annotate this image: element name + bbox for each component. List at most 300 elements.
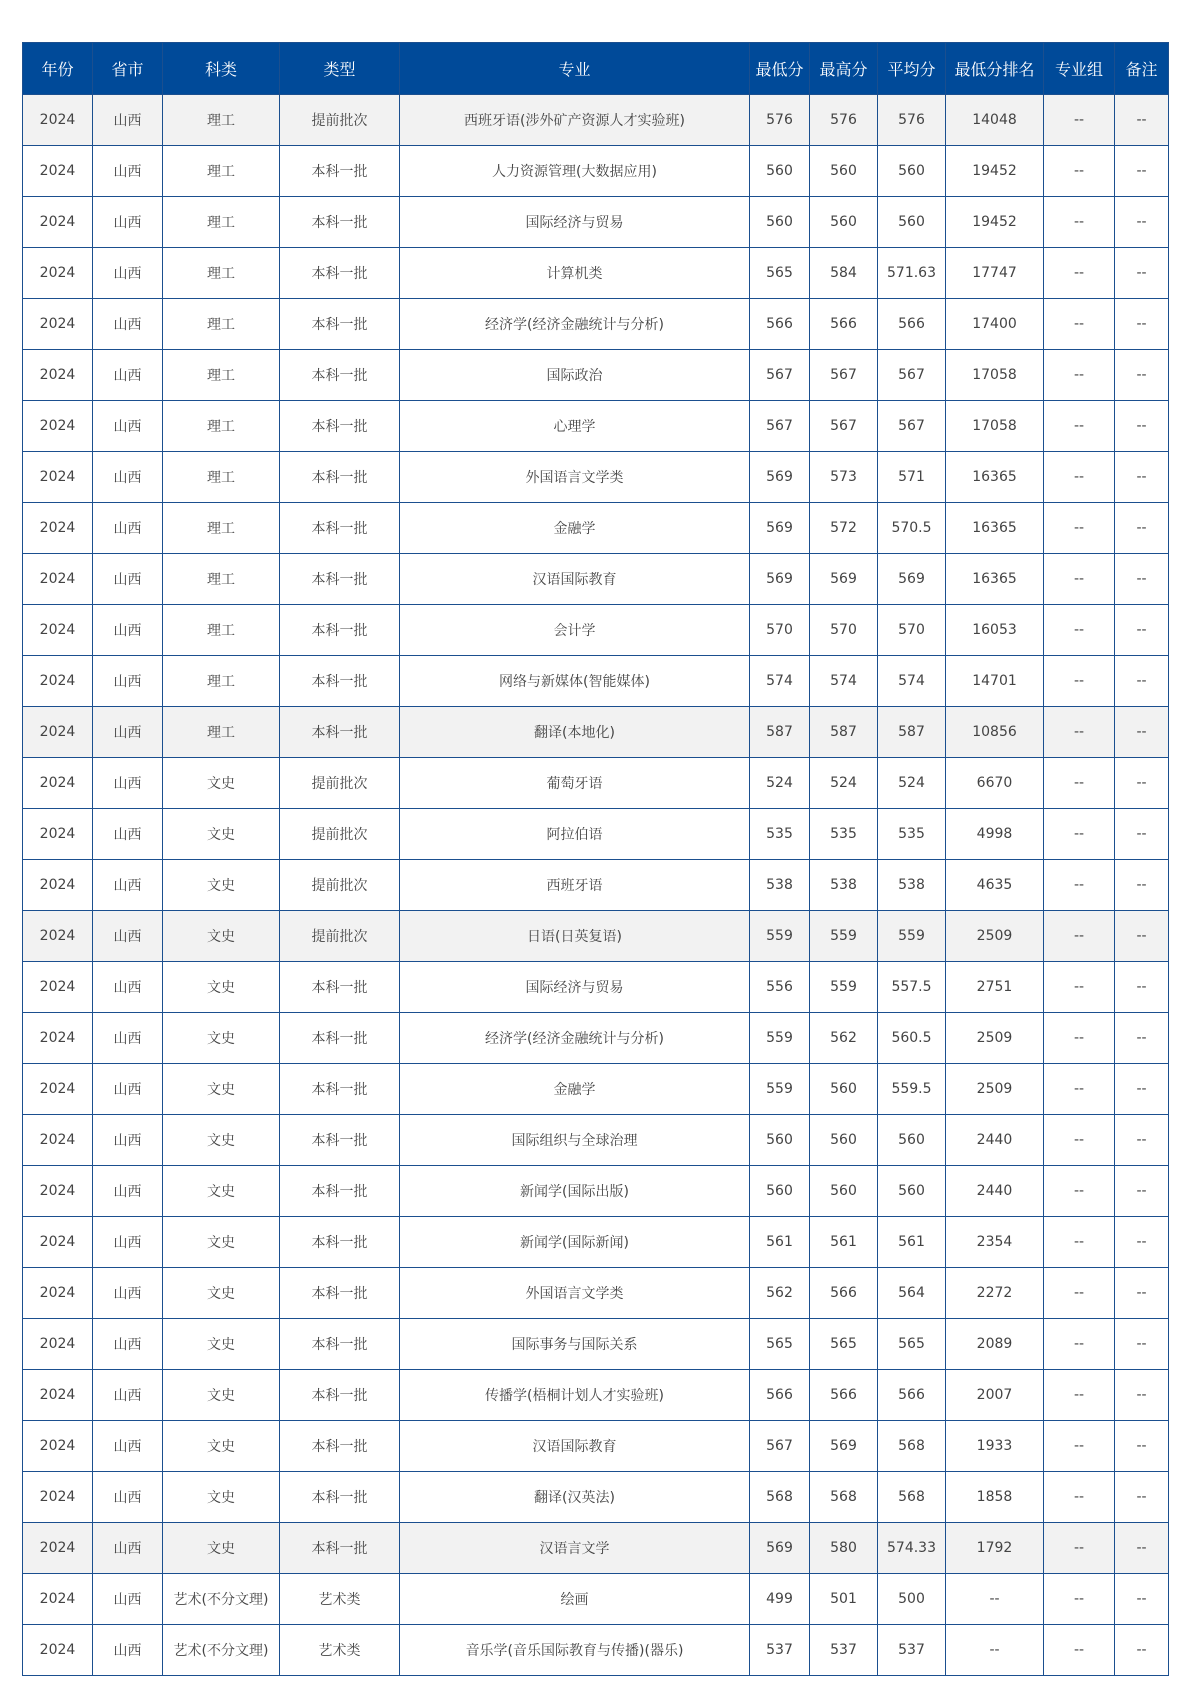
cell-province: 山西	[93, 1472, 163, 1523]
cell-note: --	[1115, 758, 1169, 809]
cell-min-rank: --	[946, 1625, 1044, 1676]
cell-min-rank: 19452	[946, 197, 1044, 248]
cell-category: 理工	[163, 503, 280, 554]
cell-batch: 本科一批	[280, 962, 400, 1013]
cell-note: --	[1115, 350, 1169, 401]
cell-max-score: 587	[810, 707, 878, 758]
cell-year: 2024	[23, 1013, 93, 1064]
cell-major-group: --	[1044, 554, 1115, 605]
cell-year: 2024	[23, 1319, 93, 1370]
cell-min-score: 560	[750, 1166, 810, 1217]
admission-scores-table	[22, 42, 1169, 1676]
cell-category: 理工	[163, 95, 280, 146]
cell-min-score: 560	[750, 197, 810, 248]
cell-major-group: --	[1044, 146, 1115, 197]
cell-note: --	[1115, 962, 1169, 1013]
cell-batch: 提前批次	[280, 95, 400, 146]
cell-min-rank: 16053	[946, 605, 1044, 656]
cell-major: 国际组织与全球治理	[400, 1115, 750, 1166]
cell-min-score: 499	[750, 1574, 810, 1625]
cell-year: 2024	[23, 146, 93, 197]
cell-major-group: --	[1044, 503, 1115, 554]
cell-year: 2024	[23, 758, 93, 809]
cell-min-score: 567	[750, 401, 810, 452]
cell-batch: 提前批次	[280, 809, 400, 860]
cell-note: --	[1115, 656, 1169, 707]
table-row	[23, 1013, 1169, 1064]
cell-avg-score: 567	[878, 350, 946, 401]
cell-note: --	[1115, 554, 1169, 605]
table-header	[23, 43, 1169, 95]
cell-category: 理工	[163, 605, 280, 656]
cell-avg-score: 535	[878, 809, 946, 860]
cell-note: --	[1115, 809, 1169, 860]
cell-major: 国际政治	[400, 350, 750, 401]
cell-note: --	[1115, 1421, 1169, 1472]
cell-note: --	[1115, 452, 1169, 503]
cell-batch: 本科一批	[280, 1472, 400, 1523]
cell-avg-score: 560.5	[878, 1013, 946, 1064]
cell-max-score: 572	[810, 503, 878, 554]
cell-category: 文史	[163, 962, 280, 1013]
cell-major: 翻译(汉英法)	[400, 1472, 750, 1523]
cell-avg-score: 570.5	[878, 503, 946, 554]
cell-year: 2024	[23, 452, 93, 503]
cell-category: 理工	[163, 452, 280, 503]
cell-province: 山西	[93, 1013, 163, 1064]
cell-avg-score: 571	[878, 452, 946, 503]
cell-major: 传播学(梧桐计划人才实验班)	[400, 1370, 750, 1421]
cell-major: 翻译(本地化)	[400, 707, 750, 758]
cell-avg-score: 571.63	[878, 248, 946, 299]
cell-avg-score: 587	[878, 707, 946, 758]
cell-batch: 本科一批	[280, 656, 400, 707]
cell-major-group: --	[1044, 197, 1115, 248]
cell-category: 文史	[163, 1421, 280, 1472]
table-row	[23, 1523, 1169, 1574]
cell-max-score: 573	[810, 452, 878, 503]
cell-min-score: 568	[750, 1472, 810, 1523]
table-row	[23, 605, 1169, 656]
cell-major: 经济学(经济金融统计与分析)	[400, 1013, 750, 1064]
cell-major: 日语(日英复语)	[400, 911, 750, 962]
cell-batch: 本科一批	[280, 248, 400, 299]
cell-year: 2024	[23, 1574, 93, 1625]
cell-category: 文史	[163, 1166, 280, 1217]
cell-min-score: 567	[750, 1421, 810, 1472]
cell-major-group: --	[1044, 1370, 1115, 1421]
cell-category: 文史	[163, 809, 280, 860]
cell-avg-score: 565	[878, 1319, 946, 1370]
cell-avg-score: 524	[878, 758, 946, 809]
cell-batch: 艺术类	[280, 1574, 400, 1625]
cell-major-group: --	[1044, 1574, 1115, 1625]
cell-max-score: 580	[810, 1523, 878, 1574]
cell-min-rank: 4998	[946, 809, 1044, 860]
cell-year: 2024	[23, 1625, 93, 1676]
cell-major: 心理学	[400, 401, 750, 452]
cell-min-score: 565	[750, 248, 810, 299]
cell-category: 理工	[163, 248, 280, 299]
cell-province: 山西	[93, 809, 163, 860]
cell-note: --	[1115, 1625, 1169, 1676]
cell-year: 2024	[23, 197, 93, 248]
col-header-year: 年份	[23, 43, 93, 95]
cell-major: 外国语言文学类	[400, 1268, 750, 1319]
cell-note: --	[1115, 1370, 1169, 1421]
cell-category: 文史	[163, 1115, 280, 1166]
cell-batch: 本科一批	[280, 350, 400, 401]
cell-year: 2024	[23, 1370, 93, 1421]
cell-year: 2024	[23, 1268, 93, 1319]
cell-category: 理工	[163, 401, 280, 452]
cell-avg-score: 574.33	[878, 1523, 946, 1574]
cell-major-group: --	[1044, 1268, 1115, 1319]
cell-max-score: 576	[810, 95, 878, 146]
cell-min-score: 535	[750, 809, 810, 860]
col-header-batch: 类型	[280, 43, 400, 95]
cell-year: 2024	[23, 605, 93, 656]
cell-major: 汉语国际教育	[400, 1421, 750, 1472]
cell-avg-score: 568	[878, 1421, 946, 1472]
cell-major-group: --	[1044, 248, 1115, 299]
cell-max-score: 501	[810, 1574, 878, 1625]
cell-year: 2024	[23, 1472, 93, 1523]
col-header-min-rank: 最低分排名	[946, 43, 1044, 95]
cell-min-rank: 17058	[946, 401, 1044, 452]
table-row	[23, 707, 1169, 758]
cell-min-rank: 6670	[946, 758, 1044, 809]
cell-note: --	[1115, 1217, 1169, 1268]
cell-note: --	[1115, 1319, 1169, 1370]
col-header-avg-score: 平均分	[878, 43, 946, 95]
table-row	[23, 248, 1169, 299]
cell-avg-score: 557.5	[878, 962, 946, 1013]
cell-max-score: 524	[810, 758, 878, 809]
cell-min-score: 574	[750, 656, 810, 707]
cell-batch: 本科一批	[280, 1013, 400, 1064]
cell-min-score: 561	[750, 1217, 810, 1268]
cell-category: 理工	[163, 707, 280, 758]
cell-max-score: 561	[810, 1217, 878, 1268]
cell-note: --	[1115, 911, 1169, 962]
cell-min-rank: 10856	[946, 707, 1044, 758]
cell-min-score: 570	[750, 605, 810, 656]
cell-major: 金融学	[400, 1064, 750, 1115]
cell-major: 外国语言文学类	[400, 452, 750, 503]
cell-max-score: 569	[810, 1421, 878, 1472]
cell-min-rank: 4635	[946, 860, 1044, 911]
cell-major: 阿拉伯语	[400, 809, 750, 860]
cell-province: 山西	[93, 656, 163, 707]
cell-batch: 本科一批	[280, 1217, 400, 1268]
cell-min-score: 559	[750, 1013, 810, 1064]
cell-avg-score: 560	[878, 1115, 946, 1166]
cell-province: 山西	[93, 248, 163, 299]
cell-max-score: 574	[810, 656, 878, 707]
table-row	[23, 1472, 1169, 1523]
cell-year: 2024	[23, 1166, 93, 1217]
cell-year: 2024	[23, 707, 93, 758]
cell-major-group: --	[1044, 350, 1115, 401]
table-row	[23, 809, 1169, 860]
cell-category: 文史	[163, 1370, 280, 1421]
cell-category: 文史	[163, 1064, 280, 1115]
table-row	[23, 401, 1169, 452]
cell-max-score: 565	[810, 1319, 878, 1370]
cell-avg-score: 576	[878, 95, 946, 146]
cell-major-group: --	[1044, 1625, 1115, 1676]
cell-note: --	[1115, 1268, 1169, 1319]
table-row	[23, 95, 1169, 146]
cell-min-score: 569	[750, 452, 810, 503]
cell-major-group: --	[1044, 1319, 1115, 1370]
cell-min-score: 560	[750, 1115, 810, 1166]
cell-major-group: --	[1044, 758, 1115, 809]
cell-max-score: 559	[810, 911, 878, 962]
cell-avg-score: 564	[878, 1268, 946, 1319]
col-header-province: 省市	[93, 43, 163, 95]
cell-avg-score: 570	[878, 605, 946, 656]
cell-batch: 本科一批	[280, 299, 400, 350]
table-row	[23, 758, 1169, 809]
cell-major: 音乐学(音乐国际教育与传播)(器乐)	[400, 1625, 750, 1676]
table-row	[23, 554, 1169, 605]
cell-year: 2024	[23, 1523, 93, 1574]
cell-min-rank: 2440	[946, 1166, 1044, 1217]
cell-year: 2024	[23, 503, 93, 554]
cell-category: 艺术(不分文理)	[163, 1574, 280, 1625]
cell-min-score: 567	[750, 350, 810, 401]
table-row	[23, 1370, 1169, 1421]
cell-province: 山西	[93, 1421, 163, 1472]
cell-min-score: 566	[750, 1370, 810, 1421]
cell-major-group: --	[1044, 1217, 1115, 1268]
cell-province: 山西	[93, 197, 163, 248]
cell-major-group: --	[1044, 299, 1115, 350]
cell-major: 计算机类	[400, 248, 750, 299]
cell-major: 葡萄牙语	[400, 758, 750, 809]
cell-min-rank: 2509	[946, 1013, 1044, 1064]
cell-category: 文史	[163, 1472, 280, 1523]
cell-province: 山西	[93, 146, 163, 197]
cell-note: --	[1115, 299, 1169, 350]
cell-min-rank: 2272	[946, 1268, 1044, 1319]
cell-major: 汉语国际教育	[400, 554, 750, 605]
cell-major-group: --	[1044, 1013, 1115, 1064]
cell-max-score: 538	[810, 860, 878, 911]
table-body	[23, 95, 1169, 1676]
cell-province: 山西	[93, 95, 163, 146]
cell-batch: 提前批次	[280, 860, 400, 911]
cell-min-rank: 14701	[946, 656, 1044, 707]
cell-avg-score: 537	[878, 1625, 946, 1676]
table-row	[23, 860, 1169, 911]
cell-major-group: --	[1044, 707, 1115, 758]
cell-note: --	[1115, 197, 1169, 248]
col-header-note: 备注	[1115, 43, 1169, 95]
cell-note: --	[1115, 1472, 1169, 1523]
cell-category: 文史	[163, 911, 280, 962]
cell-avg-score: 566	[878, 1370, 946, 1421]
cell-max-score: 560	[810, 146, 878, 197]
cell-min-rank: 17400	[946, 299, 1044, 350]
table-row	[23, 350, 1169, 401]
cell-batch: 提前批次	[280, 758, 400, 809]
cell-batch: 本科一批	[280, 401, 400, 452]
cell-batch: 本科一批	[280, 1370, 400, 1421]
table-row	[23, 197, 1169, 248]
cell-max-score: 570	[810, 605, 878, 656]
cell-note: --	[1115, 1574, 1169, 1625]
cell-min-score: 569	[750, 1523, 810, 1574]
cell-note: --	[1115, 1523, 1169, 1574]
table-row	[23, 911, 1169, 962]
cell-batch: 本科一批	[280, 1064, 400, 1115]
cell-major-group: --	[1044, 1472, 1115, 1523]
cell-avg-score: 567	[878, 401, 946, 452]
cell-province: 山西	[93, 1064, 163, 1115]
cell-min-rank: 2751	[946, 962, 1044, 1013]
cell-avg-score: 574	[878, 656, 946, 707]
cell-province: 山西	[93, 1523, 163, 1574]
cell-major: 人力资源管理(大数据应用)	[400, 146, 750, 197]
cell-min-score: 569	[750, 503, 810, 554]
cell-max-score: 537	[810, 1625, 878, 1676]
cell-category: 文史	[163, 1013, 280, 1064]
cell-major: 国际事务与国际关系	[400, 1319, 750, 1370]
cell-batch: 本科一批	[280, 197, 400, 248]
cell-min-score: 587	[750, 707, 810, 758]
cell-min-rank: 2509	[946, 1064, 1044, 1115]
cell-category: 文史	[163, 758, 280, 809]
cell-major-group: --	[1044, 1421, 1115, 1472]
cell-year: 2024	[23, 1421, 93, 1472]
cell-province: 山西	[93, 1166, 163, 1217]
cell-year: 2024	[23, 95, 93, 146]
cell-batch: 本科一批	[280, 146, 400, 197]
cell-major-group: --	[1044, 911, 1115, 962]
cell-min-score: 538	[750, 860, 810, 911]
cell-province: 山西	[93, 401, 163, 452]
table-row	[23, 503, 1169, 554]
cell-province: 山西	[93, 1625, 163, 1676]
cell-year: 2024	[23, 809, 93, 860]
cell-avg-score: 560	[878, 197, 946, 248]
cell-province: 山西	[93, 1217, 163, 1268]
col-header-category: 科类	[163, 43, 280, 95]
cell-min-rank: 19452	[946, 146, 1044, 197]
cell-year: 2024	[23, 350, 93, 401]
cell-min-score: 556	[750, 962, 810, 1013]
cell-avg-score: 560	[878, 146, 946, 197]
cell-min-rank: 16365	[946, 452, 1044, 503]
cell-year: 2024	[23, 860, 93, 911]
cell-min-score: 537	[750, 1625, 810, 1676]
cell-max-score: 559	[810, 962, 878, 1013]
cell-major: 新闻学(国际出版)	[400, 1166, 750, 1217]
cell-major-group: --	[1044, 1166, 1115, 1217]
cell-year: 2024	[23, 911, 93, 962]
cell-year: 2024	[23, 248, 93, 299]
cell-province: 山西	[93, 1268, 163, 1319]
cell-province: 山西	[93, 299, 163, 350]
cell-note: --	[1115, 605, 1169, 656]
cell-max-score: 560	[810, 1166, 878, 1217]
cell-year: 2024	[23, 1064, 93, 1115]
cell-avg-score: 559.5	[878, 1064, 946, 1115]
cell-min-rank: 2007	[946, 1370, 1044, 1421]
cell-min-rank: 1858	[946, 1472, 1044, 1523]
cell-min-rank: 2440	[946, 1115, 1044, 1166]
cell-max-score: 562	[810, 1013, 878, 1064]
cell-year: 2024	[23, 401, 93, 452]
cell-category: 理工	[163, 350, 280, 401]
cell-min-rank: 1792	[946, 1523, 1044, 1574]
cell-major: 西班牙语	[400, 860, 750, 911]
cell-max-score: 560	[810, 197, 878, 248]
cell-major: 网络与新媒体(智能媒体)	[400, 656, 750, 707]
cell-max-score: 567	[810, 401, 878, 452]
cell-category: 文史	[163, 860, 280, 911]
cell-major-group: --	[1044, 605, 1115, 656]
cell-min-score: 566	[750, 299, 810, 350]
cell-min-score: 569	[750, 554, 810, 605]
cell-min-rank: 2089	[946, 1319, 1044, 1370]
cell-year: 2024	[23, 962, 93, 1013]
cell-year: 2024	[23, 554, 93, 605]
cell-province: 山西	[93, 452, 163, 503]
cell-min-score: 559	[750, 911, 810, 962]
cell-min-rank: 17058	[946, 350, 1044, 401]
cell-note: --	[1115, 95, 1169, 146]
cell-min-rank: 2354	[946, 1217, 1044, 1268]
cell-province: 山西	[93, 605, 163, 656]
cell-max-score: 566	[810, 1268, 878, 1319]
cell-province: 山西	[93, 503, 163, 554]
cell-batch: 本科一批	[280, 1319, 400, 1370]
cell-min-rank: 16365	[946, 503, 1044, 554]
cell-note: --	[1115, 860, 1169, 911]
table-row	[23, 962, 1169, 1013]
cell-min-rank: 16365	[946, 554, 1044, 605]
cell-major-group: --	[1044, 809, 1115, 860]
table-row	[23, 1268, 1169, 1319]
cell-major-group: --	[1044, 95, 1115, 146]
cell-batch: 本科一批	[280, 1166, 400, 1217]
cell-note: --	[1115, 1064, 1169, 1115]
cell-avg-score: 568	[878, 1472, 946, 1523]
cell-avg-score: 569	[878, 554, 946, 605]
table-row	[23, 1574, 1169, 1625]
cell-avg-score: 500	[878, 1574, 946, 1625]
cell-major-group: --	[1044, 401, 1115, 452]
cell-min-rank: --	[946, 1574, 1044, 1625]
cell-note: --	[1115, 1013, 1169, 1064]
col-header-min-score: 最低分	[750, 43, 810, 95]
cell-batch: 本科一批	[280, 1268, 400, 1319]
cell-avg-score: 566	[878, 299, 946, 350]
cell-min-rank: 17747	[946, 248, 1044, 299]
cell-major-group: --	[1044, 962, 1115, 1013]
cell-province: 山西	[93, 1319, 163, 1370]
cell-min-score: 565	[750, 1319, 810, 1370]
cell-year: 2024	[23, 1217, 93, 1268]
cell-category: 理工	[163, 146, 280, 197]
table-row	[23, 1115, 1169, 1166]
cell-batch: 本科一批	[280, 1523, 400, 1574]
cell-max-score: 569	[810, 554, 878, 605]
